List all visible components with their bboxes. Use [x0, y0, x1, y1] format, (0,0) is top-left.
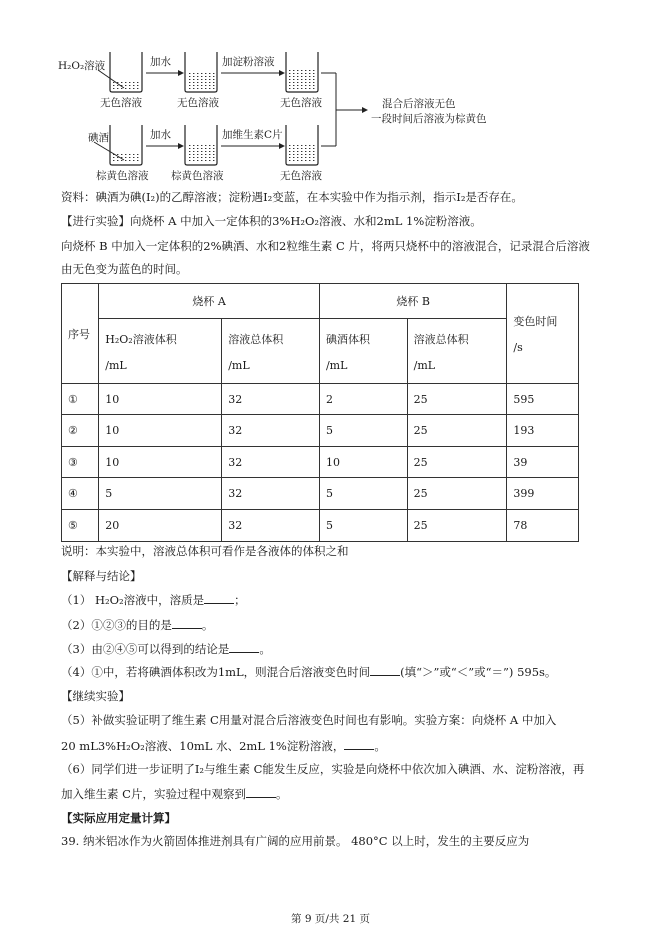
cell-time: 399: [507, 478, 579, 510]
experiment-table: [61, 283, 579, 542]
header-a1: H₂O₂溶液体积 /mL: [99, 319, 222, 384]
page-footer: 第 9 页/共 21 页: [291, 913, 370, 925]
arrow-row2-2: [221, 143, 285, 149]
table-header-row1: [62, 284, 579, 319]
answer-blank-2[interactable]: [172, 617, 202, 629]
beaker-row1-3: [286, 52, 318, 92]
question-1: （1） H₂O₂溶液中，溶质是 ；: [61, 593, 246, 607]
cell-a2: 32: [222, 478, 320, 510]
table-header-row2: [62, 319, 579, 384]
cell-time: 39: [507, 447, 579, 478]
question-4: （4）①中，若将碘酒体积改为1mL，则混合后溶液变色时间 (填“＞”或“＜”或“＝”) 595s。: [61, 665, 557, 679]
row1-beaker2-label: 无色溶液: [177, 97, 219, 109]
beaker-row2-3: [286, 125, 318, 165]
cell-a1: 10: [99, 415, 222, 447]
table-row: [62, 478, 579, 510]
row1-step2-label: 加淀粉溶液: [222, 56, 275, 68]
cell-index: ④: [62, 478, 99, 510]
cell-time: 78: [507, 510, 579, 542]
cell-a1: 10: [99, 384, 222, 415]
cell-time: 595: [507, 384, 579, 415]
cell-b2: 25: [407, 478, 507, 510]
cell-b1: 10: [319, 447, 407, 478]
table-row: [62, 447, 579, 478]
table-row: [62, 384, 579, 415]
question-6-line1: （6）同学们进一步证明了I₂与维生素 C能发生反应，实验是向烧杯中依次加入碘酒、水、淀粉溶液，再: [61, 762, 585, 776]
cell-b1: 5: [319, 415, 407, 447]
header-index: 序号: [62, 284, 99, 384]
row2-reagent-label: 碘酒: [88, 132, 109, 144]
experiment-line1: 【进行实验】向烧杯 A 中加入一定体积的3%H₂O₂溶液、水和2mL 1%淀粉溶液。: [61, 214, 482, 228]
question-5-line2: 20 mL3%H₂O₂溶液、10mL 水、2mL 1%淀粉溶液， 。: [61, 739, 386, 753]
row1-beaker3-label: 无色溶液: [280, 97, 322, 109]
header-group-b: 烧杯 B: [319, 284, 506, 319]
cell-a1: 10: [99, 447, 222, 478]
cell-b1: 5: [319, 510, 407, 542]
beaker-row2-2: [185, 125, 217, 165]
cell-b2: 25: [407, 415, 507, 447]
cell-index: ⑤: [62, 510, 99, 542]
cell-a1: 5: [99, 478, 222, 510]
arrow-row1-2: [221, 70, 285, 76]
merge-bracket: [321, 73, 368, 146]
cell-index: ②: [62, 415, 99, 447]
row1-beaker1-label: 无色溶液: [100, 97, 142, 109]
arrow-row1-1: [146, 70, 184, 76]
question-5-line1: （5）补做实验证明了维生素 C用量对混合后溶液变色时间也有影响。实验方案：向烧杯 A 中加入: [61, 713, 557, 727]
arrow-row2-1: [146, 143, 184, 149]
row1-reagent-label: H₂O₂溶液: [58, 60, 106, 72]
cell-a2: 32: [222, 447, 320, 478]
section-continue-heading: 【继续实验】: [61, 689, 130, 703]
row1-step1-label: 加水: [150, 56, 171, 68]
answer-blank-4[interactable]: [370, 664, 400, 676]
cell-b2: 25: [407, 384, 507, 415]
question-39: 39. 纳米铝冰作为火箭固体推进剂具有广阔的应用前景。 480°C 以上时，发生的主要反应为: [61, 834, 530, 848]
result-line1: 混合后溶液无色: [382, 98, 456, 110]
cell-a2: 32: [222, 510, 320, 542]
section-explain-heading: 【解释与结论】: [61, 569, 142, 583]
beaker-row1-2: [185, 52, 217, 92]
question-3: （3）由②④⑤可以得到的结论是 。: [61, 642, 271, 656]
header-a2: 溶液总体积 /mL: [222, 319, 320, 384]
result-line2: 一段时间后溶液为棕黄色: [371, 113, 487, 125]
header-b1: 碘酒体积 /mL: [319, 319, 407, 384]
row2-beaker3-label: 无色溶液: [280, 170, 322, 182]
row2-step1-label: 加水: [150, 129, 171, 141]
cell-index: ③: [62, 447, 99, 478]
experiment-line3: 由无色变为蓝色的时间。: [61, 262, 188, 276]
header-group-a: 烧杯 A: [99, 284, 320, 319]
header-time: 变色时间 /s: [507, 284, 579, 384]
cell-b2: 25: [407, 510, 507, 542]
experiment-line2: 向烧杯 B 中加入一定体积的2%碘酒、水和2粒维生素 C 片，将两只烧杯中的溶液混合，记录混合后溶液: [61, 239, 590, 253]
row2-step2-label: 加维生素C片: [222, 129, 283, 141]
note-text: 说明：本实验中，溶液总体积可看作是各液体的体积之和: [61, 544, 349, 558]
row2-beaker1-label: 棕黄色溶液: [96, 170, 149, 182]
answer-blank-3[interactable]: [229, 641, 259, 653]
row2-beaker2-label: 棕黄色溶液: [171, 170, 224, 182]
answer-blank-5[interactable]: [344, 738, 374, 750]
question-6-line2: 加入维生素 C片，实验过程中观察到 。: [61, 787, 288, 801]
cell-a1: 20: [99, 510, 222, 542]
experiment-diagram: [0, 0, 661, 185]
answer-blank-1[interactable]: [204, 592, 234, 604]
cell-a2: 32: [222, 384, 320, 415]
info-paragraph: 资料：碘酒为碘(I₂)的乙醇溶液；淀粉遇I₂变蓝，在本实验中作为指示剂，指示I₂是否存在。: [61, 190, 523, 204]
table-row: [62, 510, 579, 542]
cell-b1: 2: [319, 384, 407, 415]
section-apply-heading: 【实际应用定量计算】: [61, 811, 176, 825]
answer-blank-6[interactable]: [246, 786, 276, 798]
cell-b2: 25: [407, 447, 507, 478]
question-2: （2）①②③的目的是 。: [61, 618, 214, 632]
table-row: [62, 415, 579, 447]
cell-index: ①: [62, 384, 99, 415]
cell-time: 193: [507, 415, 579, 447]
header-b2: 溶液总体积 /mL: [407, 319, 507, 384]
cell-b1: 5: [319, 478, 407, 510]
cell-a2: 32: [222, 415, 320, 447]
